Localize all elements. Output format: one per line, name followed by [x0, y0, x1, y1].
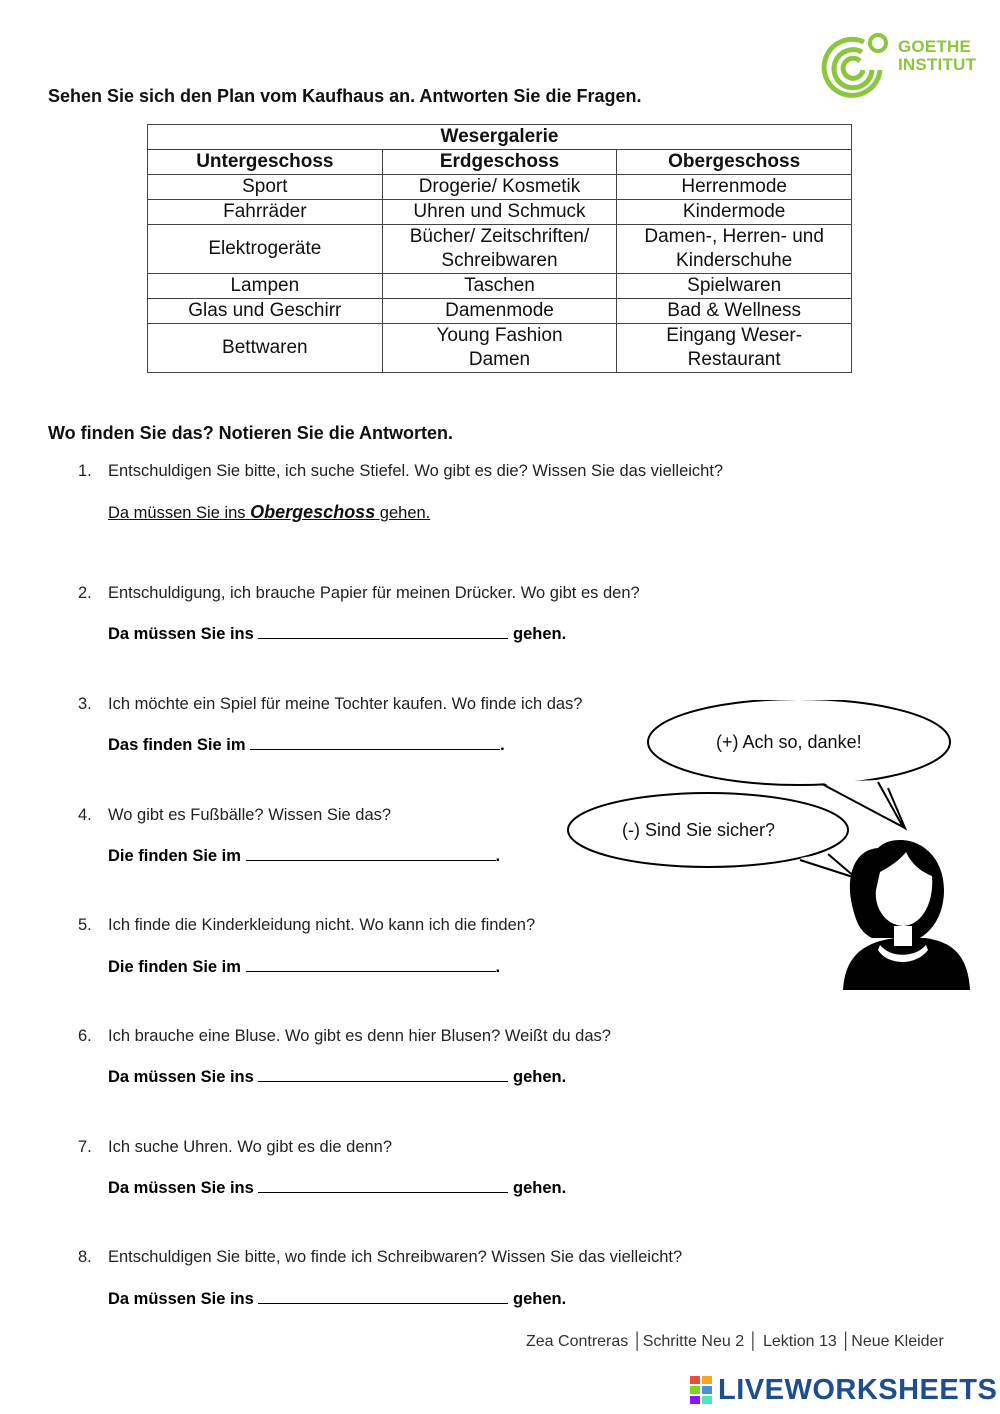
- logo-line2: INSTITUT: [898, 55, 977, 74]
- question-3: [78, 695, 583, 714]
- example-prefix: Da müssen Sie ins: [108, 504, 251, 522]
- question-text: Ich brauche eine Bluse. Wo gibt es denn hier Blusen? Weißt du das?: [108, 1027, 611, 1045]
- table-cell: Uhren und Schmuck: [382, 200, 617, 225]
- goethe-institut-logo: [818, 30, 978, 102]
- table-cell: Bettwaren: [148, 324, 383, 373]
- answer-blank[interactable]: [258, 1287, 508, 1304]
- table-cell: Young Fashion Damen: [382, 324, 617, 373]
- table-row: [148, 225, 852, 274]
- question-number: 3.: [78, 695, 92, 713]
- liveworksheets-label: LIVEWORKSHEETS: [718, 1374, 998, 1406]
- question-6: [78, 1027, 611, 1046]
- footer-credit: Zea Contreras │Schritte Neu 2 │ Lektion 13 │Neue Kleider: [526, 1333, 944, 1350]
- answer-blank[interactable]: [258, 1065, 508, 1082]
- answer-suffix: gehen.: [508, 1179, 567, 1197]
- answer-line-4: [108, 844, 500, 866]
- question-4: [78, 806, 391, 825]
- question-text: Entschuldigen Sie bitte, wo finde ich Schreibwaren? Wissen Sie das vielleicht?: [108, 1248, 683, 1266]
- answer-suffix: .: [495, 847, 501, 865]
- question-number: 4.: [78, 806, 92, 824]
- question-text: Wo gibt es Fußbälle? Wissen Sie das?: [108, 806, 392, 824]
- question-number: 6.: [78, 1027, 92, 1045]
- answer-line-2: [108, 622, 566, 644]
- answer-suffix: gehen.: [508, 1068, 567, 1086]
- question-5: [78, 916, 535, 935]
- woman-avatar-icon: [843, 840, 970, 990]
- answer-suffix: .: [500, 736, 505, 754]
- table-cell: Sport: [148, 175, 383, 200]
- answer-prefix: Die finden Sie im: [108, 958, 246, 976]
- answer-blank[interactable]: [246, 955, 496, 972]
- table-title: Wesergalerie: [148, 125, 852, 150]
- question-number: 2.: [78, 584, 92, 602]
- header-obergeschoss: Obergeschoss: [617, 150, 852, 175]
- answer-line-6: [108, 1065, 566, 1087]
- example-answer-word: Obergeschoss: [250, 502, 376, 522]
- question-text: Entschuldigung, ich brauche Papier für meinen Drücker. Wo gibt es den?: [108, 584, 640, 602]
- table-cell: Eingang Weser-Restaurant: [617, 324, 852, 373]
- table-cell: Herrenmode: [617, 175, 852, 200]
- instruction-heading: Sehen Sie sich den Plan vom Kaufhaus an. Antworten Sie die Fragen.: [48, 86, 642, 106]
- store-plan-table: [147, 124, 852, 373]
- table-cell: Fahrräder: [148, 200, 383, 225]
- table-cell: Damen-, Herren- und Kinderschuhe: [617, 225, 852, 274]
- answer-suffix: gehen.: [508, 625, 567, 643]
- question-number: 8.: [78, 1248, 92, 1266]
- bubble-negative-text: (-) Sind Sie sicher?: [622, 820, 776, 840]
- answer-line-7: [108, 1176, 566, 1198]
- answer-line-5: [108, 955, 500, 977]
- answer-line-3: [108, 733, 505, 755]
- answer-prefix: Da müssen Sie ins: [108, 1068, 259, 1086]
- answer-blank[interactable]: [250, 733, 500, 750]
- answer-line-8: [108, 1287, 566, 1309]
- liveworksheets-icon: [690, 1374, 714, 1404]
- table-cell: Bad & Wellness: [617, 299, 852, 324]
- example-answer: [108, 502, 430, 523]
- table-cell: Glas und Geschirr: [148, 299, 383, 324]
- table-cell: Drogerie/ Kosmetik: [382, 175, 617, 200]
- answer-prefix: Da müssen Sie ins: [108, 625, 259, 643]
- answer-suffix: gehen.: [508, 1290, 567, 1308]
- table-row: [148, 200, 852, 225]
- question-number: 1.: [78, 462, 92, 480]
- question-7: [78, 1138, 392, 1157]
- logo-line1: GOETHE: [898, 37, 971, 56]
- table-row: [148, 274, 852, 299]
- liveworksheets-logo: [690, 1374, 998, 1408]
- question-1: [78, 462, 723, 481]
- question-text: Entschuldigen Sie bitte, ich suche Stiefel. Wo gibt es die? Wissen Sie das vielleicht?: [108, 462, 724, 480]
- answer-blank[interactable]: [258, 1176, 508, 1193]
- table-row: [148, 175, 852, 200]
- answer-blank[interactable]: [258, 622, 508, 639]
- answer-prefix: Da müssen Sie ins: [108, 1179, 259, 1197]
- question-text: Ich möchte ein Spiel für meine Tochter kaufen. Wo finde ich das?: [108, 695, 583, 713]
- header-erdgeschoss: Erdgeschoss: [382, 150, 617, 175]
- answer-blank[interactable]: [246, 844, 496, 861]
- logo-text: [898, 38, 976, 74]
- table-cell: Lampen: [148, 274, 383, 299]
- question-number: 7.: [78, 1138, 92, 1156]
- question-number: 5.: [78, 916, 92, 934]
- table-cell: Spielwaren: [617, 274, 852, 299]
- example-suffix: gehen.: [375, 504, 431, 522]
- table-row: [148, 299, 852, 324]
- goethe-spiral-icon: [818, 30, 890, 102]
- answer-prefix: Da müssen Sie ins: [108, 1290, 259, 1308]
- table-cell: Bücher/ Zeitschriften/ Schreibwaren: [382, 225, 617, 274]
- answer-prefix: Die finden Sie im: [108, 847, 246, 865]
- table-cell: Kindermode: [617, 200, 852, 225]
- table-cell: Elektrogeräte: [148, 225, 383, 274]
- answer-prefix: Das finden Sie im: [108, 736, 251, 754]
- table-cell: Damenmode: [382, 299, 617, 324]
- question-2: [78, 584, 640, 603]
- section-heading: Wo finden Sie das? Notieren Sie die Antworten.: [48, 423, 454, 443]
- question-text: Ich finde die Kinderkleidung nicht. Wo kann ich die finden?: [108, 916, 536, 934]
- answer-suffix: .: [495, 958, 501, 976]
- bubble-positive-text: (+) Ach so, danke!: [716, 732, 862, 752]
- table-row: [148, 324, 852, 373]
- question-8: [78, 1248, 682, 1267]
- question-text: Ich suche Uhren. Wo gibt es die denn?: [108, 1138, 393, 1156]
- table-cell: Taschen: [382, 274, 617, 299]
- header-untergeschoss: Untergeschoss: [148, 150, 383, 175]
